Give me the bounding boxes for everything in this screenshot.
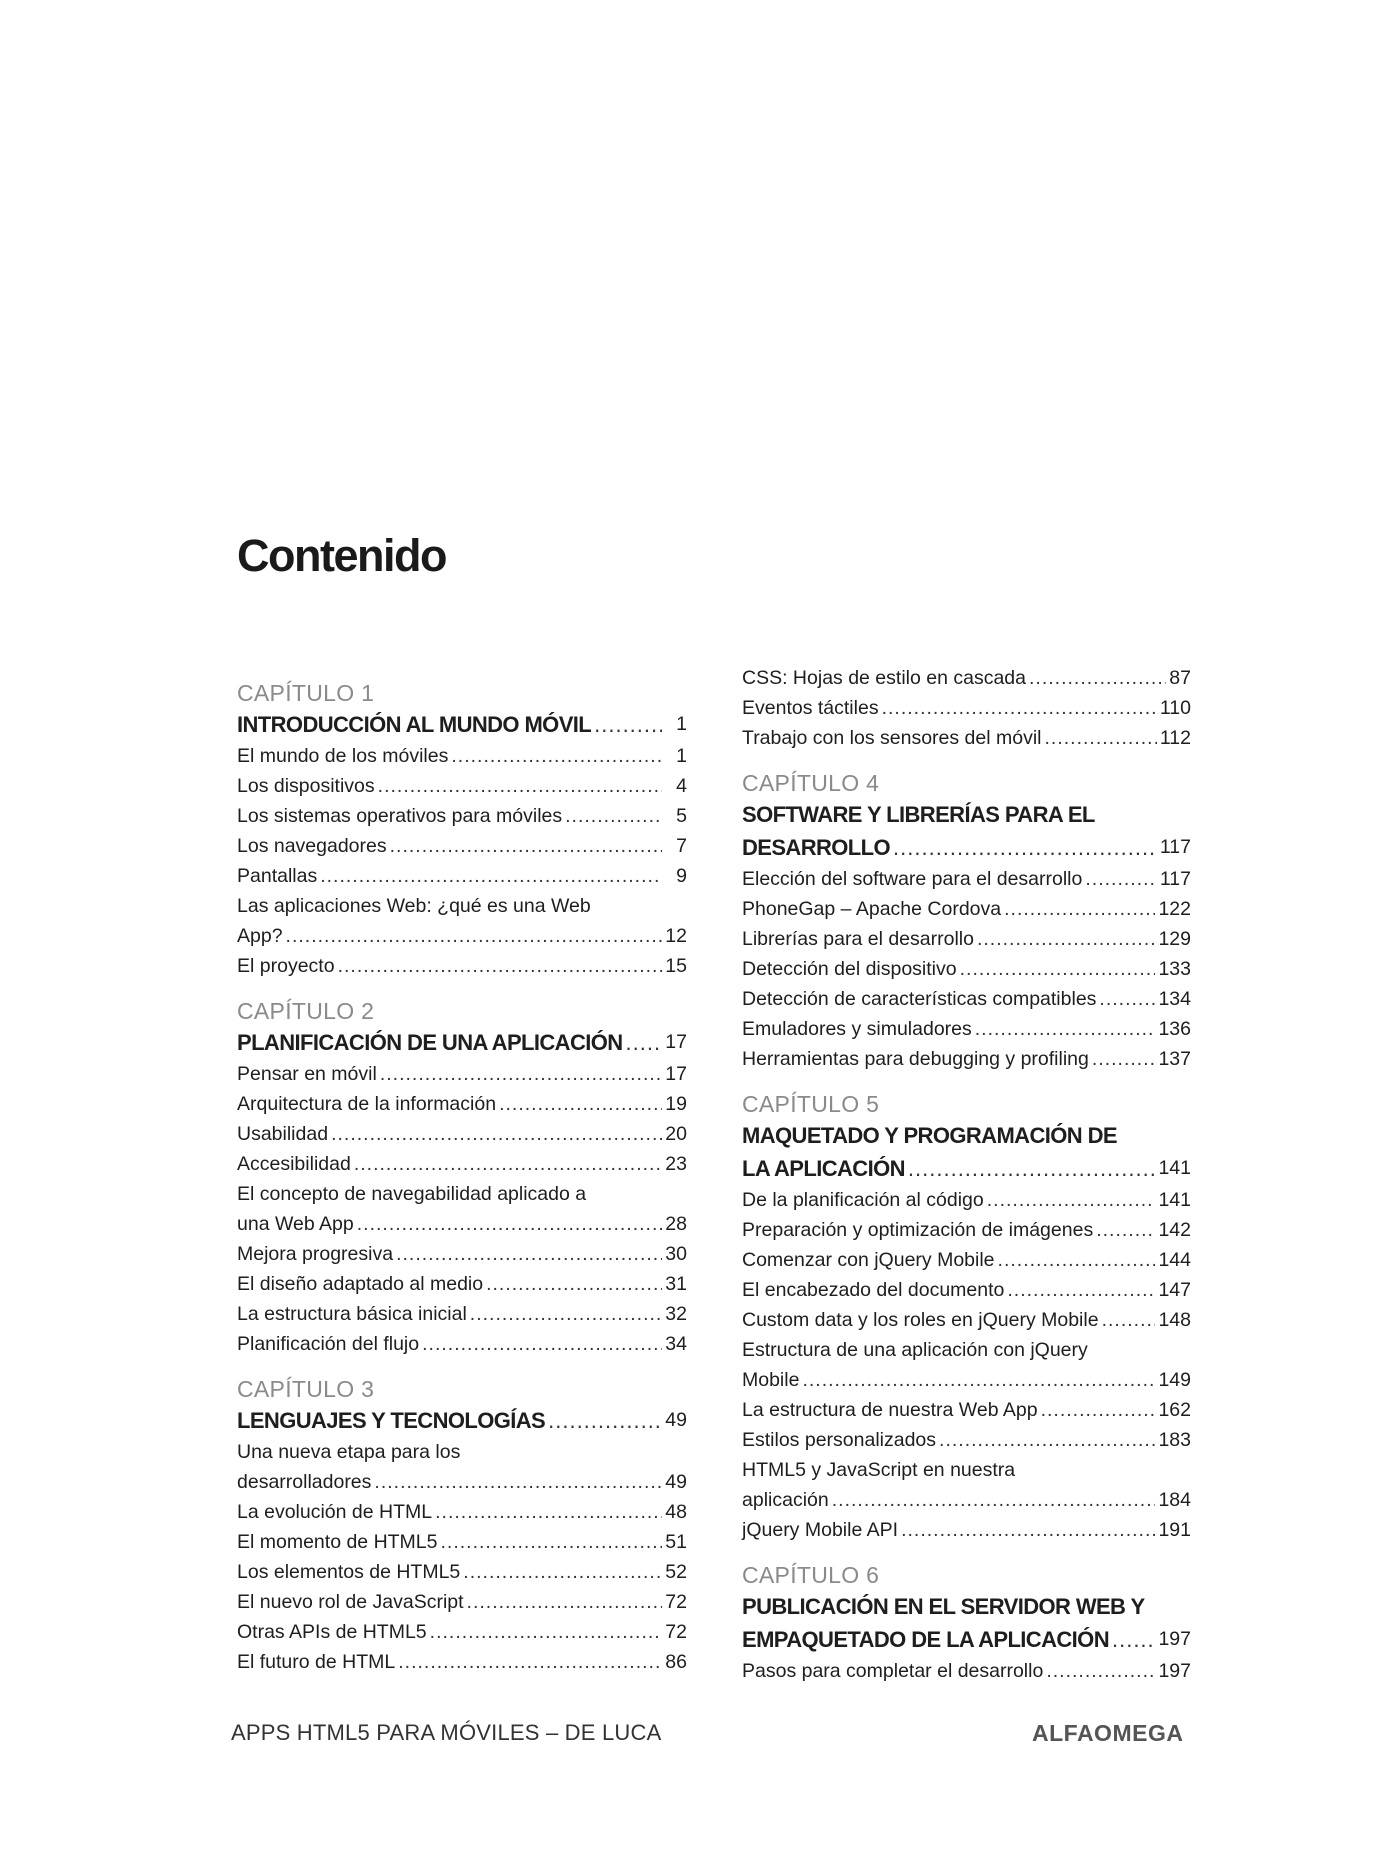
dot-leader: [1007, 1275, 1155, 1305]
dot-leader: [467, 1587, 662, 1617]
dot-leader: [435, 1497, 662, 1527]
toc-entry[interactable]: [237, 1329, 687, 1359]
page-number: 136: [1158, 1018, 1191, 1040]
dot-leader: [802, 1365, 1155, 1395]
toc-chapter: [742, 1560, 1191, 1686]
dot-leader: [908, 1152, 1156, 1185]
toc-entry-text: Los dispositivos: [237, 775, 375, 797]
toc-entry[interactable]: [237, 1239, 687, 1269]
toc-entry-line[interactable]: Estructura de una aplicación con jQuery: [742, 1339, 1088, 1361]
toc-entry[interactable]: [237, 1149, 687, 1179]
page-number: 23: [665, 1153, 687, 1175]
page-number: 1: [676, 745, 687, 767]
toc-entry[interactable]: [237, 1059, 687, 1089]
page-number: 32: [665, 1303, 687, 1325]
toc-entry[interactable]: [742, 1485, 1191, 1515]
dot-leader: [380, 1059, 662, 1089]
toc-entry-text: App?: [237, 925, 283, 947]
footer-publisher: ALFAOMEGA: [1032, 1720, 1184, 1746]
toc-entry[interactable]: [237, 741, 687, 771]
toc-entry[interactable]: [742, 1515, 1191, 1545]
dot-leader: [357, 1209, 662, 1239]
toc-entry[interactable]: [742, 1365, 1191, 1395]
toc-entry-text: Los sistemas operativos para móviles: [237, 805, 563, 827]
chapter-title: [742, 1623, 1191, 1656]
page-number: 17: [665, 1031, 687, 1053]
chapter-title-text: INTRODUCCIÓN AL MUNDO MÓVIL: [237, 712, 592, 737]
page-number: 144: [1158, 1249, 1191, 1271]
toc-chapter: [742, 663, 1191, 753]
dot-leader: [354, 1149, 662, 1179]
dot-leader: [486, 1269, 662, 1299]
toc-entry-text: Pensar en móvil: [237, 1063, 377, 1085]
page-number: 183: [1158, 1429, 1191, 1451]
dot-leader: [626, 1026, 662, 1059]
toc-entry-text: Preparación y optimización de imágenes: [742, 1219, 1094, 1241]
toc-entry-text: Emuladores y simuladores: [742, 1018, 972, 1040]
toc-entry[interactable]: [742, 1185, 1191, 1215]
dot-leader: [832, 1485, 1156, 1515]
toc-entry-text: El proyecto: [237, 955, 335, 977]
toc-entry-text: Custom data y los roles en jQuery Mobile: [742, 1309, 1099, 1331]
toc-entry-text: El nuevo rol de JavaScript: [237, 1591, 464, 1613]
toc-entry[interactable]: [237, 921, 687, 951]
page-number: 72: [665, 1621, 687, 1643]
page-number: 142: [1158, 1219, 1191, 1241]
page-number: 31: [665, 1273, 687, 1295]
toc-entry[interactable]: [742, 864, 1191, 894]
toc-entry[interactable]: [237, 1269, 687, 1299]
toc-entry[interactable]: [237, 1617, 687, 1647]
dot-leader: [390, 831, 662, 861]
toc-entry-text: CSS: Hojas de estilo en cascada: [742, 667, 1026, 689]
page-number: 7: [676, 835, 687, 857]
toc-right-column: [742, 663, 1191, 1686]
toc-entry-text: aplicación: [742, 1489, 829, 1511]
toc-entry-text: Usabilidad: [237, 1123, 329, 1145]
dot-leader: [594, 708, 662, 741]
toc-entry[interactable]: [237, 1497, 687, 1527]
toc-entry[interactable]: [237, 831, 687, 861]
chapter-title-text: LENGUAJES Y TECNOLOGÍAS: [237, 1408, 546, 1433]
page-number: 149: [1158, 1369, 1191, 1391]
page-number: 12: [665, 925, 687, 947]
page-number: 72: [665, 1591, 687, 1613]
toc-entry-text: Planificación del flujo: [237, 1333, 420, 1355]
toc-entry[interactable]: [237, 1467, 687, 1497]
page-number: 147: [1158, 1279, 1191, 1301]
chapter-label: CAPÍTULO 6: [742, 1562, 880, 1588]
footer-book-title: APPS HTML5 PARA MÓVILES – DE LUCA: [231, 1720, 662, 1745]
toc-entry-text: El diseño adaptado al medio: [237, 1273, 484, 1295]
toc-left-column: [237, 678, 687, 1677]
page-number: 122: [1158, 898, 1191, 920]
dot-leader: [430, 1617, 662, 1647]
chapter-label: CAPÍTULO 2: [237, 998, 375, 1024]
toc-entry[interactable]: [742, 663, 1191, 693]
page-number: 49: [665, 1409, 687, 1431]
page-number: 48: [665, 1501, 687, 1523]
page-number: 28: [665, 1213, 687, 1235]
dot-leader: [1029, 663, 1166, 693]
toc-entry[interactable]: [742, 1044, 1191, 1074]
toc-entry-text: Pantallas: [237, 865, 318, 887]
toc-entry-text: una Web App: [237, 1213, 354, 1235]
toc-entry-text: De la planificación al código: [742, 1189, 984, 1211]
chapter-title-line: PUBLICACIÓN EN EL SERVIDOR WEB Y: [742, 1594, 1145, 1619]
page-number: 87: [1169, 667, 1191, 689]
toc-entry[interactable]: [742, 924, 1191, 954]
dot-leader: [1102, 1305, 1156, 1335]
toc-entry-text: El futuro de HTML: [237, 1651, 396, 1673]
chapter-label: CAPÍTULO 1: [237, 680, 375, 706]
page-number: 137: [1158, 1048, 1191, 1070]
page-number: 117: [1159, 868, 1191, 890]
toc-entry-text: La estructura de nuestra Web App: [742, 1399, 1038, 1421]
page-number: 133: [1158, 958, 1191, 980]
dot-leader: [939, 1425, 1155, 1455]
dot-leader: [548, 1404, 662, 1437]
dot-leader: [975, 1014, 1156, 1044]
toc-entry-text: Pasos para completar el desarrollo: [742, 1660, 1044, 1682]
toc-entry[interactable]: [237, 951, 687, 981]
dot-leader: [338, 951, 662, 981]
page-number: 110: [1159, 697, 1191, 719]
dot-leader: [987, 1185, 1156, 1215]
chapter-title: [742, 1152, 1191, 1185]
dot-leader: [441, 1527, 663, 1557]
toc-chapter: [742, 1089, 1191, 1545]
page-number: 112: [1159, 727, 1191, 749]
page-title: Contenido: [237, 530, 446, 581]
chapter-title-text: EMPAQUETADO DE LA APLICACIÓN: [742, 1627, 1109, 1652]
toc-entry-text: Librerías para el desarrollo: [742, 928, 974, 950]
dot-leader: [422, 1329, 662, 1359]
toc-entry[interactable]: [237, 771, 687, 801]
toc-entry[interactable]: [742, 723, 1191, 753]
toc-entry[interactable]: [742, 1305, 1191, 1335]
dot-leader: [378, 771, 662, 801]
chapter-title-line: MAQUETADO Y PROGRAMACIÓN DE: [742, 1123, 1117, 1148]
toc-entry[interactable]: [742, 1395, 1191, 1425]
toc-entry[interactable]: [237, 1557, 687, 1587]
dot-leader: [396, 1239, 662, 1269]
toc-entry-text: Elección del software para el desarrollo: [742, 868, 1083, 890]
toc-entry[interactable]: [237, 1299, 687, 1329]
toc-chapter: [237, 678, 687, 981]
dot-leader: [1092, 1044, 1156, 1074]
dot-leader: [451, 741, 662, 771]
dot-leader: [331, 1119, 662, 1149]
page-number: 184: [1158, 1489, 1191, 1511]
toc-entry[interactable]: [742, 1656, 1191, 1686]
dot-leader: [463, 1557, 662, 1587]
chapter-title-text: DESARROLLO: [742, 835, 891, 860]
page-number: 86: [665, 1651, 687, 1673]
page-number: 117: [1159, 836, 1191, 858]
chapter-title: [237, 708, 687, 741]
page-number: 49: [665, 1471, 687, 1493]
toc-entry-text: Herramientas para debugging y profiling: [742, 1048, 1089, 1070]
dot-leader: [565, 801, 662, 831]
toc-entry-text: La evolución de HTML: [237, 1501, 433, 1523]
toc-entry-text: El momento de HTML5: [237, 1531, 438, 1553]
toc-entry-line[interactable]: Una nueva etapa para los: [237, 1441, 461, 1463]
page-number: 15: [665, 955, 687, 977]
dot-leader: [374, 1467, 662, 1497]
page-number: 148: [1158, 1309, 1191, 1331]
toc-entry[interactable]: [237, 1527, 687, 1557]
toc-entry-text: El mundo de los móviles: [237, 745, 449, 767]
dot-leader: [1085, 864, 1157, 894]
toc-entry-line[interactable]: Las aplicaciones Web: ¿qué es una Web: [237, 895, 591, 917]
toc-entry[interactable]: [742, 1245, 1191, 1275]
toc-entry-text: Detección del dispositivo: [742, 958, 957, 980]
page-number: 191: [1158, 1519, 1191, 1541]
dot-leader: [1041, 1395, 1156, 1425]
page-number: 129: [1158, 928, 1191, 950]
toc-chapter: [237, 1374, 687, 1677]
chapter-title: [237, 1404, 687, 1437]
toc-entry[interactable]: [742, 1215, 1191, 1245]
toc-entry-text: Estilos personalizados: [742, 1429, 937, 1451]
page-number: 1: [676, 713, 687, 735]
dot-leader: [1046, 1656, 1155, 1686]
toc-entry-text: Eventos táctiles: [742, 697, 879, 719]
toc-chapter: [742, 768, 1191, 1074]
page-number: 141: [1158, 1189, 1191, 1211]
toc-entry[interactable]: [742, 1425, 1191, 1455]
page-number: 20: [665, 1123, 687, 1145]
toc-entry-text: jQuery Mobile API: [742, 1519, 899, 1541]
toc-entry-text: El encabezado del documento: [742, 1279, 1005, 1301]
toc-entry[interactable]: [742, 954, 1191, 984]
chapter-title: [237, 1026, 687, 1059]
dot-leader: [1112, 1623, 1155, 1656]
toc-entry[interactable]: [237, 1119, 687, 1149]
toc-entry-text: Comenzar con jQuery Mobile: [742, 1249, 995, 1271]
toc-entry[interactable]: [237, 1209, 687, 1239]
dot-leader: [901, 1515, 1155, 1545]
dot-leader: [1004, 894, 1155, 924]
page-number: 51: [665, 1531, 687, 1553]
dot-leader: [998, 1245, 1156, 1275]
toc-entry-text: Mobile: [742, 1369, 800, 1391]
toc-entry-line[interactable]: HTML5 y JavaScript en nuestra: [742, 1459, 1016, 1481]
chapter-label: CAPÍTULO 3: [237, 1376, 375, 1402]
toc-entry[interactable]: [742, 984, 1191, 1014]
toc-entry[interactable]: [237, 1089, 687, 1119]
toc-entry-text: La estructura básica inicial: [237, 1303, 467, 1325]
chapter-label: CAPÍTULO 5: [742, 1091, 880, 1117]
dot-leader: [977, 924, 1156, 954]
dot-leader: [1099, 984, 1155, 1014]
chapter-title: [742, 831, 1191, 864]
dot-leader: [470, 1299, 662, 1329]
toc-entry[interactable]: [742, 894, 1191, 924]
page-number: 30: [665, 1243, 687, 1265]
toc-entry[interactable]: [237, 861, 687, 891]
page-number: 9: [676, 865, 687, 887]
toc-entry-text: desarrolladores: [237, 1471, 372, 1493]
dot-leader: [893, 831, 1157, 864]
dot-leader: [320, 861, 662, 891]
toc-entry[interactable]: [742, 1014, 1191, 1044]
dot-leader: [499, 1089, 662, 1119]
toc-entry-text: PhoneGap – Apache Cordova: [742, 898, 1002, 920]
page-number: 17: [665, 1063, 687, 1085]
toc-entry[interactable]: [237, 801, 687, 831]
chapter-label: CAPÍTULO 4: [742, 770, 880, 796]
page-number: 141: [1158, 1157, 1191, 1179]
chapter-title-text: LA APLICACIÓN: [742, 1156, 905, 1181]
toc-chapter: [237, 996, 687, 1359]
dot-leader: [882, 693, 1157, 723]
chapter-title-text: PLANIFICACIÓN DE UNA APLICACIÓN: [237, 1030, 623, 1055]
page-number: 4: [676, 775, 687, 797]
toc-entry-text: Mejora progresiva: [237, 1243, 394, 1265]
toc-entry[interactable]: [742, 1275, 1191, 1305]
page-number: 52: [665, 1561, 687, 1583]
page-number: 134: [1158, 988, 1191, 1010]
page-number: 197: [1158, 1660, 1191, 1682]
toc-entry-text: Los elementos de HTML5: [237, 1561, 461, 1583]
page-number: 34: [665, 1333, 687, 1355]
toc-entry-text: Trabajo con los sensores del móvil: [742, 727, 1042, 749]
toc-entry-text: Accesibilidad: [237, 1153, 351, 1175]
page-number: 162: [1158, 1399, 1191, 1421]
toc-entry-line[interactable]: El concepto de navegabilidad aplicado a: [237, 1183, 587, 1205]
page-number: 19: [665, 1093, 687, 1115]
toc-entry[interactable]: [742, 693, 1191, 723]
dot-leader: [398, 1647, 662, 1677]
toc-entry[interactable]: [237, 1587, 687, 1617]
page-number: 197: [1158, 1628, 1191, 1650]
toc-entry-text: Detección de características compatibles: [742, 988, 1097, 1010]
toc-entry-text: Los navegadores: [237, 835, 387, 857]
toc-entry[interactable]: [237, 1647, 687, 1677]
dot-leader: [286, 921, 662, 951]
page-number: 5: [676, 805, 687, 827]
dot-leader: [1096, 1215, 1155, 1245]
toc-entry-text: Otras APIs de HTML5: [237, 1621, 427, 1643]
toc-entry-text: Arquitectura de la información: [237, 1093, 497, 1115]
dot-leader: [1045, 723, 1157, 753]
chapter-title-line: SOFTWARE Y LIBRERÍAS PARA EL: [742, 802, 1095, 827]
dot-leader: [960, 954, 1156, 984]
